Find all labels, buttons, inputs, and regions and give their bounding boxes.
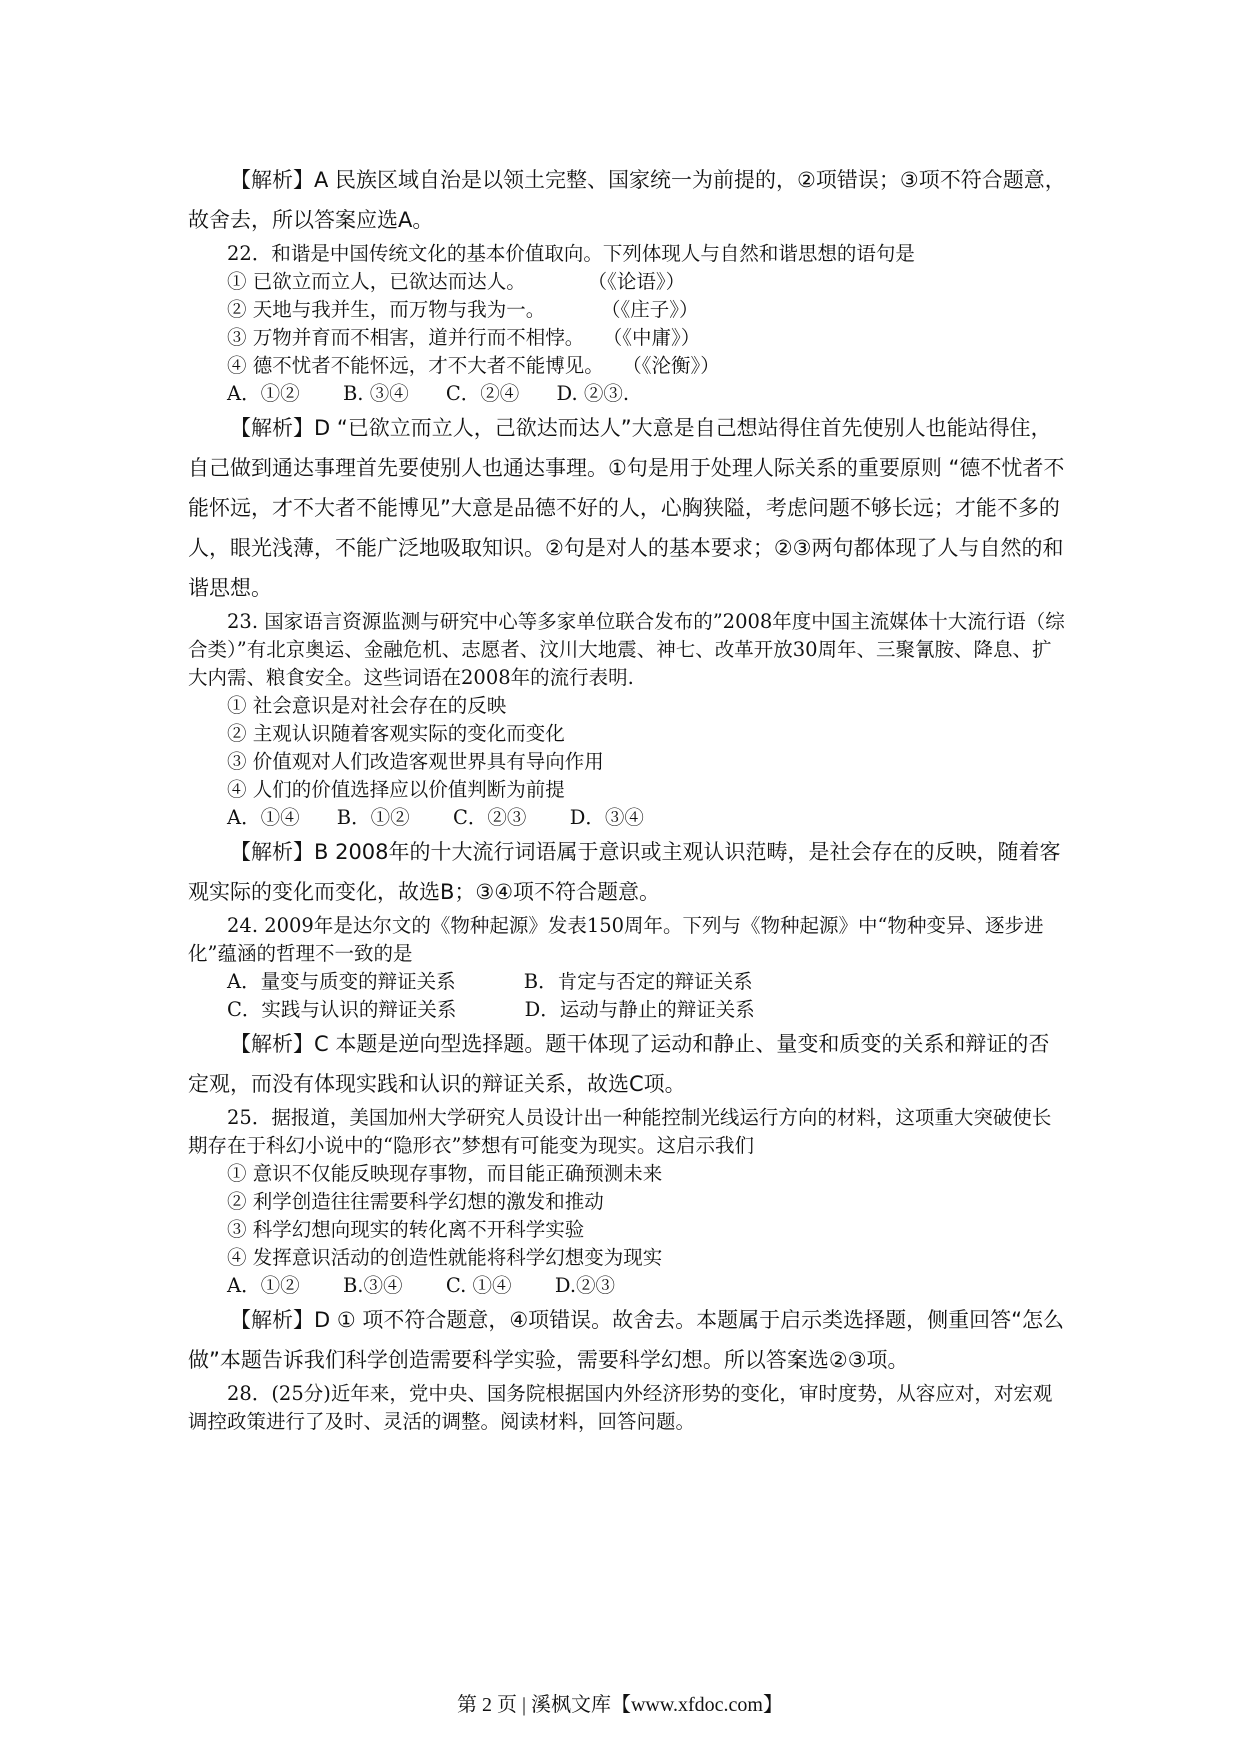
page-footer: 第 2 页 | 溪枫文库【www.xfdoc.com】 [456,1694,783,1716]
option-23-4: ④ 人们的价值选择应以价值判断为前提 [227,778,565,801]
explanation-23: 【解析】B 2008年的十大流行词语属于意识或主观认识范畴，是社会存在的反映，随着客观实际的变化而变化，故选B；③④项不符合题意。 [188,840,1061,904]
question-28: 28．(25分)近年来，党中央、国务院根据国内外经济形势的变化，审时度势，从容应对，对宏观调控政策进行了及时、灵活的调整。阅读材料，回答问题。 [188,1382,1053,1433]
option-23-3: ③ 价值观对人们改造客观世界具有导向作用 [227,750,604,773]
choices-22: A．①② B. ③④ C．②④ D. ②③. [227,382,630,405]
page-content [188,160,1068,1436]
option-25-1: ① 意识不仅能反映现存事物，而目能正确预测未来 [227,1162,663,1185]
option-22-2: ② 天地与我并生，而万物与我为一。 （《庄子》） [227,298,699,321]
option-25-4: ④ 发挥意识活动的创造性就能将科学幻想变为现实 [227,1246,663,1269]
question-22: 22．和谐是中国传统文化的基本价值取向。下列体现人与自然和谐思想的语句是 [227,242,915,265]
option-22-1: ① 已欲立而立人，已欲达而达人。 （《论语》） [227,270,686,293]
option-23-2: ② 主观认识随着客观实际的变化而变化 [227,722,565,745]
option-22-4: ④ 德不忧者不能怀远，才不大者不能博见。 （《沦衡》） [227,354,720,377]
question-25: 25．据报道，美国加州大学研究人员设计出一种能控制光线运行方向的材料，这项重大突破使长期存在于科幻小说中的“隐形衣”梦想有可能变为现实。这启示我们 [188,1106,1052,1157]
explanation-21: 【解析】A 民族区域自治是以领土完整、国家统一为前提的，②项错误；③项不符合题意，故舍去，所以答案应选A。 [188,168,1066,232]
option-25-2: ② 利学创造往往需要科学幻想的激发和推动 [227,1190,604,1213]
question-23: 23. 国家语言资源监测与研究中心等多家单位联合发布的”2008年度中国主流媒体十大流行语（综合类）”有北京奥运、金融危机、志愿者、汶川大地震、神七、改革开放30周年、三聚氰胺、降息、扩大内需、粮食安全。这些词语在2008年的流行表明. [188,610,1065,689]
choices-25: A．①② B.③④ C. ①④ D.②③ [227,1274,616,1297]
explanation-22: 【解析】D “已欲立而立人，己欲达而达人”大意是自己想站得住首先使别人也能站得住，自己做到通达事理首先要使别人也通达事理。①句是用于处理人际关系的重要原则 “德不忧者不能怀远，才不大者不能博见”大意是品德不好的人，心胸狭隘，考虑问题不够长远；才能不多的人，眼光浅薄，不能广泛地吸取知识。②句是对人的基本要求；②③两句都体现了人与自然的和谐思想。 [188,416,1065,600]
choices-24-ab: A．量变与质变的辩证关系 B．肯定与否定的辩证关系 [227,970,753,993]
question-24: 24. 2009年是达尔文的《物种起源》发表150周年。下列与《物种起源》中“物种变异、逐步进化”蕴涵的哲理不一致的是 [188,914,1044,965]
option-25-3: ③ 科学幻想向现实的转化离不开科学实验 [227,1218,585,1241]
option-22-3: ③ 万物并育而不相害，道并行而不相悖。 （《中庸》） [227,326,701,349]
choices-23: A．①④ B．①② C．②③ D．③④ [227,806,644,829]
choices-24-cd: C．实践与认识的辩证关系 D．运动与静止的辩证关系 [227,998,755,1021]
explanation-24: 【解析】C 本题是逆向型选择题。题干体现了运动和静止、量变和质变的关系和辩证的否定观，而没有体现实践和认识的辩证关系，故选C项。 [188,1032,1050,1096]
option-23-1: ① 社会意识是对社会存在的反映 [227,694,507,717]
explanation-25: 【解析】D ① 项不符合题意，④项错误。故舍去。本题属于启示类选择题，侧重回答“怎么做”本题告诉我们科学创造需要科学实验，需要科学幻想。所以答案选②③项。 [188,1308,1065,1372]
